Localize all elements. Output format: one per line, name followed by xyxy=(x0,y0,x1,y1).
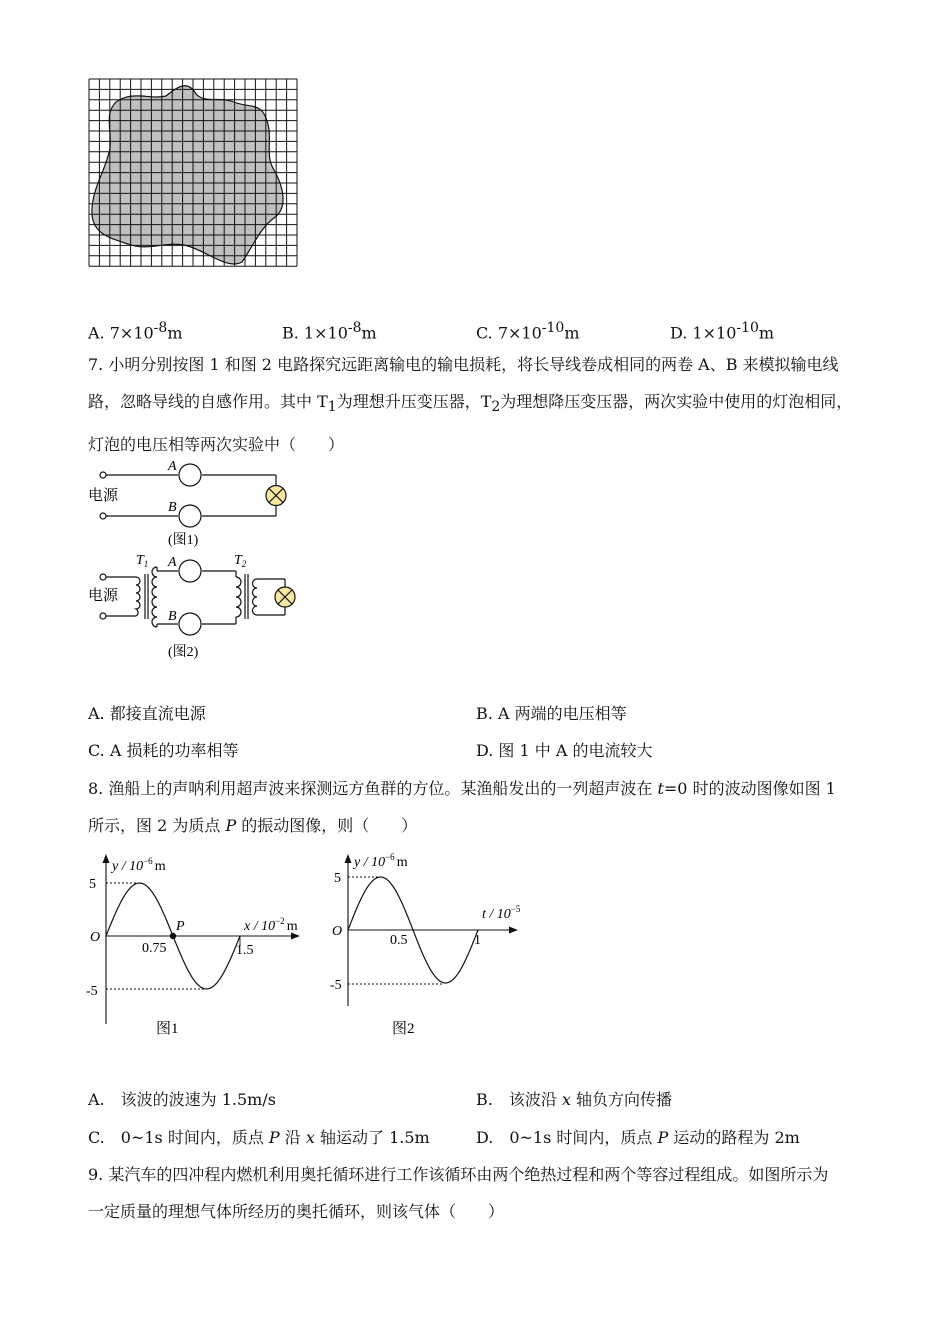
grid-lines xyxy=(89,79,297,266)
circuit-figure-2 xyxy=(86,552,316,664)
q6-option-b[interactable]: B. $1\times 10^{-8}m$ xyxy=(282,320,377,343)
bulb-icon xyxy=(275,587,295,607)
q8-option-a[interactable]: A. 该波的波速为 1.5m/s xyxy=(88,1090,276,1109)
tick-1-5: 1.5 xyxy=(236,943,254,958)
question-number: 7. xyxy=(88,355,104,374)
label-t1: $T_1$ xyxy=(136,553,149,569)
t1-secondary-coil xyxy=(152,567,157,627)
q8-stem-line-2: 所示，图 2 为质点 P 的振动图像，则（ ） xyxy=(88,816,418,835)
vibration-graph-figure-2 xyxy=(326,850,526,1042)
label-t2: $T_2$ xyxy=(234,553,247,569)
origin-label: O xyxy=(90,930,101,945)
tick-neg-5: -5 xyxy=(330,978,342,993)
tick-0-5: 0.5 xyxy=(390,933,408,948)
q8-option-b[interactable]: B. 该波沿 x 轴负方向传播 xyxy=(476,1090,673,1109)
figure-caption: (图1) xyxy=(168,533,199,548)
y-axis-label: y / $10^{-6}$ m xyxy=(112,856,166,874)
tick-0-75: 0.75 xyxy=(142,941,167,956)
figure-caption: 图1 xyxy=(156,1021,179,1037)
circuit-figure-1 xyxy=(86,458,306,552)
tick-5: 5 xyxy=(334,871,341,886)
wave-graph-figure-1 xyxy=(86,852,310,1042)
question-number: 8. xyxy=(88,779,104,798)
q8-stem xyxy=(88,770,868,844)
figure-caption: 图2 xyxy=(392,1021,415,1037)
q9-stem-line-2: 一定质量的理想气体所经历的奥托循环，则该气体（ ） xyxy=(88,1202,505,1221)
label-a: A xyxy=(168,555,177,570)
t2-secondary-coil xyxy=(253,579,258,615)
x-axis-label: x / $10^{-2}$ m xyxy=(244,916,298,934)
question-number: 9. xyxy=(88,1165,104,1184)
grid-blob-figure xyxy=(88,78,298,268)
t1-primary-coil xyxy=(136,577,140,616)
tick-5: 5 xyxy=(89,877,96,892)
label-b: B xyxy=(168,609,177,624)
q7-option-c[interactable]: C. A 损耗的功率相等 xyxy=(88,741,239,760)
q7-stem-line-1: 7. 小明分别按图 1 和图 2 电路探究远距离输电的输电损耗，将长导线卷成相同的两卷 A、B 来模拟输电线 xyxy=(88,355,839,374)
q8-option-c[interactable]: C. 0~1s 时间内，质点 P 沿 x 轴运动了 1.5m xyxy=(88,1128,430,1147)
origin-label: O xyxy=(332,924,343,939)
p-label: P xyxy=(176,919,185,934)
q6-option-a[interactable]: A. $7\times 10^{-8}m$ xyxy=(88,320,183,343)
q9-stem-line-1: 9. 某汽车的四冲程内燃机利用奥托循环进行工作该循环由两个绝热过程和两个等容过程组成。如图所示为 xyxy=(88,1165,829,1184)
q7-option-d[interactable]: D. 图 1 中 A 的电流较大 xyxy=(476,741,653,760)
tick-1: 1 xyxy=(474,933,481,948)
y-axis-label: y / $10^{-6}$ m xyxy=(354,852,408,870)
q6-option-d[interactable]: D. $1\times 10^{-10}m$ xyxy=(670,320,775,343)
q6-option-c[interactable]: C. $7\times 10^{-10}m$ xyxy=(476,320,580,343)
q8-stem-line-1: 8. 渔船上的声呐利用超声波来探测远方鱼群的方位。某渔船发出的一列超声波在 t=0 时的波动图像如图 1 xyxy=(88,779,836,798)
coil-b xyxy=(179,505,201,527)
q7-option-a[interactable]: A. 都接直流电源 xyxy=(88,704,206,723)
label-b: B xyxy=(168,500,177,515)
t-axis-label: t / $10^{-5}$ xyxy=(482,904,521,922)
coil-a xyxy=(179,464,201,486)
q9-stem xyxy=(88,1156,868,1230)
t2-primary-coil xyxy=(236,577,241,617)
bulb-icon xyxy=(266,486,286,506)
tick-neg-5: -5 xyxy=(86,984,98,999)
source-label: 电源 xyxy=(88,488,119,504)
q7-stem-line-3: 灯泡的电压相等两次实验中（ ） xyxy=(88,435,345,455)
q7-option-b[interactable]: B. A 两端的电压相等 xyxy=(476,704,627,723)
figure-caption: (图2) xyxy=(168,645,199,660)
q8-option-d[interactable]: D. 0~1s 时间内，质点 P 运动的路程为 2m xyxy=(476,1128,800,1147)
q7-stem-line-2: 路，忽略导线的自感作用。其中 $T_1$为理想升压变压器，$T_2$为理想降压变压器，两次实验中使用的灯泡相同， xyxy=(88,392,853,416)
label-a: A xyxy=(168,459,177,474)
q7-stem xyxy=(88,346,868,463)
terminal-bottom xyxy=(100,513,106,519)
terminal-top xyxy=(100,472,106,478)
source-label: 电源 xyxy=(88,588,119,604)
